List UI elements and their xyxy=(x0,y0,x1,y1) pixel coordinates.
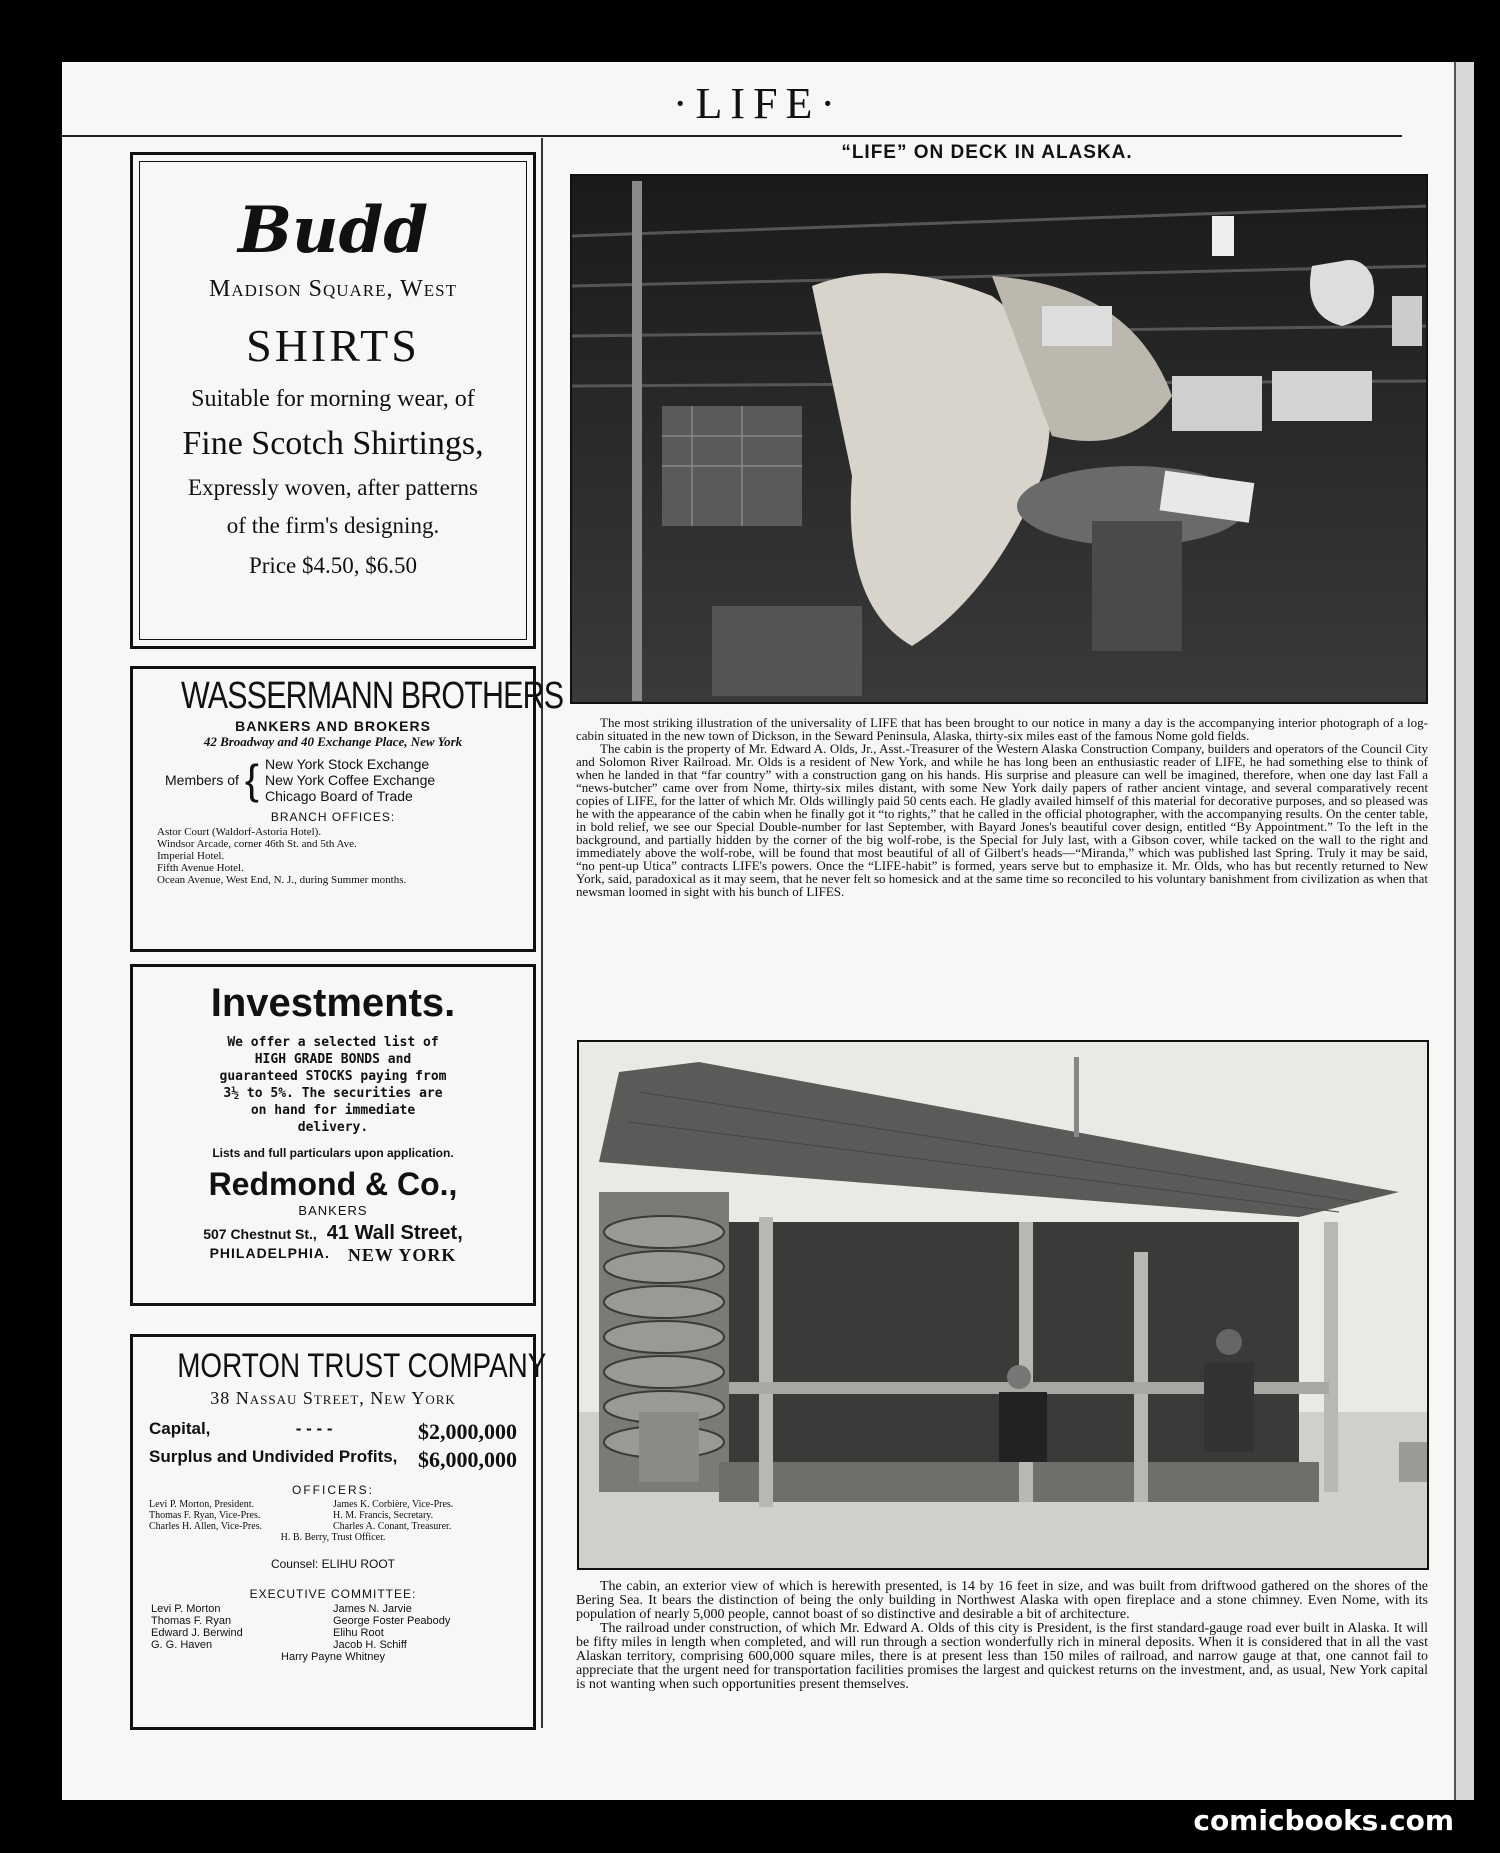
investments-ad xyxy=(130,964,536,1306)
officer: H. B. Berry, Trust Officer. xyxy=(280,1532,386,1543)
new-york-street: 41 Wall Street, xyxy=(326,1222,463,1244)
officer: James K. Corbière, Vice-Pres. xyxy=(333,1499,454,1510)
branch-heading: BRANCH OFFICES: xyxy=(270,810,396,824)
exec-member: G. G. Haven xyxy=(151,1639,213,1651)
cabin-exterior-photo xyxy=(577,1040,1429,1570)
philadelphia-street: 507 Chestnut St., xyxy=(203,1226,317,1242)
budd-price: Price $4.50, $6.50 xyxy=(248,553,417,578)
capital-label: Capital, xyxy=(149,1419,211,1438)
exec-member: James N. Jarvie xyxy=(333,1603,412,1615)
caption-paragraph: The cabin is the property of Mr. Edward A. Olds, Jr., Asst.-Treasurer of the Western Alaska Construction Company, builders and operators of the Council City and Solomon River Railroad. Mr. Olds is a resident of New York, and while he has long been an enthusiastic reader of LIFE, he had something else to think of when he landed in that “far country” with a construction gang on his hands. His surprise and pleasure can well be imagined, therefore, when one day last Fall a “news-butcher” came over from Nome, thirty-six miles distant, with some New York daily papers of rather ancient vintage, and several comparatively recent copies of LIFE, for the latter of which Mr. Olds willingly paid 50 cents each. He gladly availed himself of this material for decorative purposes, and so pleased was he with the appearance of the cabin when he finally got it “to rights,” that he called in the official photographer, with the accompanying results. On the center table, in bold relief, we see our Special Double-number for last September, with Bayard Jones's beautiful cover design, entitled “By Appointment.” To the left in the background, and partially hidden by the corner of the big wolf-robe, is the Special for July last, with a Gibson cover, while tacked on the wall to the right and immediately above the wolf-robe, will be found that most beautiful of all of Gilbert's heads—“Miranda,” which was published last Spring. Truly it may be said, “no pent-up Utica” contracts LIFE's powers. Once the “LIFE-habit” is formed, years serve but to emphasize it. Mr. Olds, who has but recently returned to New York, said, paradoxical as it may seem, that he never felt so homesick and at the same time so reconciled to his voluntary banishment from civilization as when that newsman loomed in sight with his bunch of LIFES. xyxy=(576,741,1428,899)
new-york-city: NEW YORK xyxy=(347,1245,457,1265)
cabin-interior-photo xyxy=(570,174,1428,704)
budd-address: Madison Square, West xyxy=(209,276,457,302)
officers-heading: OFFICERS: xyxy=(291,1483,374,1497)
branch-office: Imperial Hotel. xyxy=(157,850,225,862)
budd-logo: Budd xyxy=(237,193,429,268)
exec-committee-list xyxy=(151,1603,515,1663)
members-block xyxy=(165,756,523,804)
members-list xyxy=(265,756,435,804)
wassermann-subtitle: BANKERS AND BROKERS xyxy=(235,718,431,734)
budd-text: Suitable for morning wear, of xyxy=(191,386,475,412)
investments-body: We offer a selected list of HIGH GRADE BONDS and guaranteed STOCKS paying from 3½ to 5%. The securities are on hand for immediate delivery. xyxy=(219,1035,447,1135)
exec-member: Elihu Root xyxy=(333,1627,384,1639)
article-title: “LIFE” ON DECK IN ALASKA. xyxy=(841,142,1133,163)
investments-title: Investments. xyxy=(210,981,456,1025)
branch-office: Windsor Arcade, corner 46th St. and 5th Ave. xyxy=(157,838,357,850)
header-rule xyxy=(62,135,1402,137)
budd-text: of the firm's designing. xyxy=(226,513,440,538)
exec-member: Jacob H. Schiff xyxy=(333,1639,407,1651)
officers-list xyxy=(149,1499,517,1543)
member-exchange: New York Coffee Exchange xyxy=(264,772,436,788)
exec-member: Harry Payne Whitney xyxy=(281,1651,385,1663)
branch-office: Fifth Avenue Hotel. xyxy=(157,862,244,874)
morton-name: MORTON TRUST COMPANY xyxy=(177,1347,547,1385)
officer: Charles A. Conant, Treasurer. xyxy=(333,1521,452,1532)
caption-paragraph: The cabin, an exterior view of which is herewith presented, is 14 by 16 feet in size, and was built from driftwood gathered on the shores of the Bering Sea. It bears the distinction of being the only building in Northwest Alaska with open fireplace and a stone chimney. Even Nome, with its population of nearly 5,000 people, cannot boast of so distinctive and desirable a bit of architecture. xyxy=(576,1579,1428,1622)
exec-member: Thomas F. Ryan xyxy=(151,1615,232,1627)
redmond-city-row xyxy=(143,1245,523,1266)
officer: H. M. Francis, Secretary. xyxy=(333,1510,434,1521)
member-exchange: New York Stock Exchange xyxy=(264,756,430,772)
exec-member: George Foster Peabody xyxy=(333,1615,451,1627)
officer: Charles H. Allen, Vice-Pres. xyxy=(149,1521,263,1532)
page-header: ·LIFE· xyxy=(672,79,844,128)
wassermann-brothers-ad xyxy=(130,666,564,952)
capital-row xyxy=(149,1419,517,1445)
column-rule xyxy=(541,138,543,1728)
wassermann-address: 42 Broadway and 40 Exchange Place, New York xyxy=(203,734,463,749)
interior-caption xyxy=(576,716,1428,898)
ad-inner-border xyxy=(139,161,527,640)
members-label: Members of xyxy=(165,772,239,788)
site-watermark: comicbooks.com xyxy=(1193,1804,1454,1837)
budd-shirts-heading: SHIRTS xyxy=(246,320,420,371)
budd-text: Expressly woven, after patterns xyxy=(188,475,478,500)
surplus-label: Surplus and Undivided Profits, xyxy=(149,1447,398,1466)
officer: Thomas F. Ryan, Vice-Pres. xyxy=(149,1510,261,1521)
member-exchange: Chicago Board of Trade xyxy=(264,788,413,804)
exterior-caption xyxy=(576,1580,1428,1692)
caption-paragraph: The railroad under construction, of which Mr. Edward A. Olds of this city is President, is the first standard-gauge road ever built in Alaska. It will be fifty miles in length when completed, and will run through a section wonderfully rich in mineral deposits. When it is considered that in all the vast Alaskan territory, comprising 600,000 square miles, there is at present less than 150 miles of railroad, and narrow gauge at that, one cannot fail to appreciate that the urgent need for transportation facilities promises the largest and quickest returns on the investment, and, as usual, New York capital is not wanting when such opportunities present themselves. xyxy=(576,1621,1428,1692)
budd-text: Fine Scotch Shirtings, xyxy=(182,425,484,462)
morton-address: 38 Nassau Street, New York xyxy=(210,1388,456,1408)
next-page-edge xyxy=(1454,62,1474,1800)
capital-value: $2,000,000 xyxy=(417,1419,517,1444)
redmond-firm-name: Redmond & Co., xyxy=(208,1166,458,1202)
counsel: Counsel: ELIHU ROOT xyxy=(270,1557,396,1571)
redmond-address-row xyxy=(143,1222,523,1245)
exec-member: Levi P. Morton xyxy=(151,1603,221,1615)
capital-dashes: - - - - xyxy=(295,1419,333,1438)
caption-paragraph: The most striking illustration of the universality of LIFE that has been brought to our notice in many a day is the accompanying interior photograph of a log-cabin situated in the new town of Dickson, in the Seward Peninsula, Alaska, thirty-six miles east of the famous Nome gold fields. xyxy=(576,715,1428,743)
philadelphia-city: PHILADELPHIA. xyxy=(209,1245,330,1261)
brace-icon: { xyxy=(244,756,259,803)
branch-office: Ocean Avenue, West End, N. J., during Summer months. xyxy=(157,874,407,886)
wassermann-name: WASSERMANN BROTHERS xyxy=(181,675,564,717)
exec-heading: EXECUTIVE COMMITTEE: xyxy=(249,1587,417,1601)
exec-member: Edward J. Berwind xyxy=(151,1627,243,1639)
budd-shirts-ad xyxy=(130,152,536,649)
officer: Levi P. Morton, President. xyxy=(149,1499,254,1510)
morton-trust-ad xyxy=(130,1334,547,1730)
surplus-value: $6,000,000 xyxy=(418,1447,517,1472)
branch-office: Astor Court (Waldorf-Astoria Hotel). xyxy=(157,826,322,838)
investments-lists: Lists and full particulars upon application. xyxy=(212,1146,454,1160)
surplus-row xyxy=(149,1447,517,1473)
redmond-bankers: BANKERS xyxy=(298,1203,368,1218)
